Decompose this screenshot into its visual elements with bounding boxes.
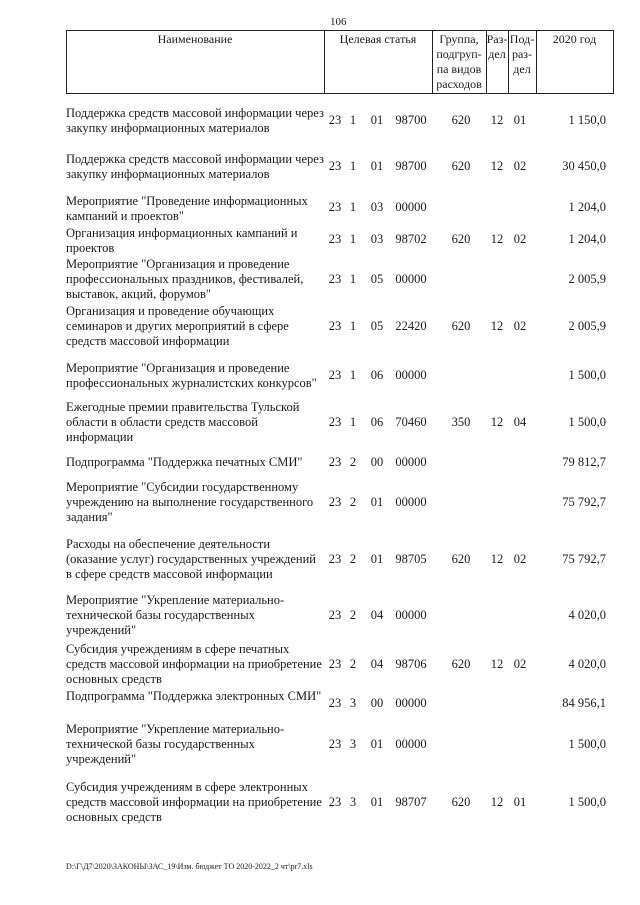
row-name: Субсидия учреждениям в сфере печатных средств массовой информации на приобретение основных средств — [66, 642, 322, 686]
header-target-article: Целевая статья — [339, 32, 417, 46]
row-direction: 00000 — [395, 608, 427, 622]
row-subprogram: 3 — [349, 696, 357, 710]
row-group: 620 — [451, 159, 471, 173]
row-section: 12 — [490, 232, 504, 246]
row-subprogram: 3 — [349, 737, 357, 751]
row-name: Мероприятие "Субсидии государственному учреждению на выполнение государственного задания" — [66, 480, 314, 524]
row-main-event: 06 — [370, 415, 384, 429]
header-top-border — [66, 30, 614, 31]
table-row — [66, 152, 614, 182]
table-row — [66, 689, 614, 719]
row-program: 23 — [328, 200, 342, 214]
table-row — [66, 722, 614, 767]
table-row — [66, 361, 614, 391]
row-subsection: 02 — [513, 159, 527, 173]
row-name: Мероприятие "Организация и проведение профессиональных журналистских конкурсов" — [66, 361, 317, 390]
row-subprogram: 1 — [349, 272, 357, 286]
row-group: 620 — [451, 319, 471, 333]
table-row — [66, 226, 614, 256]
row-section: 12 — [490, 415, 504, 429]
row-subprogram: 3 — [349, 795, 357, 809]
row-program: 23 — [328, 113, 342, 127]
row-name: Организация и проведение обучающих семинаров и других мероприятий в сфере средств массовой информации — [66, 304, 289, 348]
table-row — [66, 257, 614, 302]
row-name: Субсидия учреждениям в сфере электронных средств массовой информации на приобретение основных средств — [66, 780, 322, 824]
row-main-event: 05 — [370, 319, 384, 333]
row-program: 23 — [328, 159, 342, 173]
row-main-event: 01 — [370, 737, 384, 751]
row-subprogram: 1 — [349, 368, 357, 382]
table-row — [66, 106, 614, 136]
row-program: 23 — [328, 319, 342, 333]
footer-file-path: D:\Г\Д7\2020\ЗАКОНЫ\ЗАС_19\Изм. бюджет ТО 2020-2022_2 чт\pr7.xls — [66, 862, 313, 871]
row-amount: 1 204,0 — [568, 200, 606, 214]
row-amount: 2 005,9 — [568, 272, 606, 286]
row-direction: 22420 — [395, 319, 427, 333]
row-program: 23 — [328, 795, 342, 809]
row-name: Подпрограмма "Поддержка печатных СМИ" — [66, 455, 303, 469]
row-amount: 1 500,0 — [568, 415, 606, 429]
row-direction: 98706 — [395, 657, 427, 671]
row-name: Расходы на обеспечение деятельности (оказание услуг) государственных учреждений в сфере средств массовой информации — [66, 537, 316, 581]
row-subsection: 02 — [513, 319, 527, 333]
row-main-event: 04 — [370, 657, 384, 671]
row-main-event: 01 — [370, 795, 384, 809]
row-section: 12 — [490, 552, 504, 566]
row-section: 12 — [490, 657, 504, 671]
row-group: 350 — [451, 415, 471, 429]
row-direction: 98707 — [395, 795, 427, 809]
row-name: Подпрограмма "Поддержка электронных СМИ" — [66, 689, 322, 703]
row-main-event: 05 — [370, 272, 384, 286]
row-name: Мероприятие "Укрепление материально-технической базы государственных учреждений" — [66, 722, 285, 766]
row-direction: 98700 — [395, 113, 427, 127]
row-program: 23 — [328, 368, 342, 382]
row-direction: 00000 — [395, 696, 427, 710]
table-row — [66, 194, 614, 224]
row-program: 23 — [328, 657, 342, 671]
row-name: Поддержка средств массовой информации через закупку информационных материалов — [66, 106, 324, 135]
row-amount: 1 500,0 — [568, 737, 606, 751]
row-amount: 79 812,7 — [562, 455, 606, 469]
row-program: 23 — [328, 232, 342, 246]
row-subprogram: 1 — [349, 415, 357, 429]
row-amount: 84 956,1 — [562, 696, 606, 710]
row-subprogram: 1 — [349, 159, 357, 173]
row-group: 620 — [451, 552, 471, 566]
row-direction: 98705 — [395, 552, 427, 566]
row-main-event: 01 — [370, 159, 384, 173]
row-amount: 4 020,0 — [568, 608, 606, 622]
row-program: 23 — [328, 608, 342, 622]
table-row — [66, 537, 614, 582]
row-name: Мероприятие "Укрепление материально-технической базы государственных учреждений" — [66, 593, 285, 637]
row-subprogram: 2 — [349, 455, 357, 469]
row-subsection: 04 — [513, 415, 527, 429]
row-main-event: 06 — [370, 368, 384, 382]
row-subprogram: 1 — [349, 319, 357, 333]
table-row — [66, 400, 614, 445]
row-group: 620 — [451, 657, 471, 671]
header-right-border — [613, 30, 614, 94]
row-name: Мероприятие "Проведение информационных кампаний и проектов" — [66, 194, 308, 223]
row-main-event: 00 — [370, 696, 384, 710]
row-main-event: 01 — [370, 495, 384, 509]
row-subprogram: 2 — [349, 657, 357, 671]
row-name: Организация информационных кампаний и проектов — [66, 226, 298, 255]
row-direction: 00000 — [395, 495, 427, 509]
row-amount: 1 150,0 — [568, 113, 606, 127]
table-row — [66, 593, 614, 638]
row-subsection: 02 — [513, 552, 527, 566]
row-program: 23 — [328, 455, 342, 469]
row-name: Мероприятие "Организация и проведение профессиональных праздников, фестивалей, выставок, акций, форумов" — [66, 257, 304, 301]
row-direction: 00000 — [395, 200, 427, 214]
row-direction: 98702 — [395, 232, 427, 246]
row-amount: 1 500,0 — [568, 795, 606, 809]
row-subprogram: 1 — [349, 113, 357, 127]
table-row — [66, 455, 614, 470]
table-row — [66, 304, 614, 349]
row-amount: 75 792,7 — [562, 495, 606, 509]
row-subsection: 01 — [513, 795, 527, 809]
row-direction: 98700 — [395, 159, 427, 173]
row-amount: 4 020,0 — [568, 657, 606, 671]
row-direction: 00000 — [395, 737, 427, 751]
row-name: Ежегодные премии правительства Тульской области в области средств массовой информации — [66, 400, 300, 444]
row-program: 23 — [328, 696, 342, 710]
row-name: Поддержка средств массовой информации через закупку информационных материалов — [66, 152, 324, 181]
row-group: 620 — [451, 113, 471, 127]
row-group: 620 — [451, 795, 471, 809]
row-main-event: 00 — [370, 455, 384, 469]
header-year: 2020 год — [552, 32, 597, 46]
row-subsection: 02 — [513, 232, 527, 246]
table-header — [66, 30, 614, 94]
row-amount: 2 005,9 — [568, 319, 606, 333]
row-main-event: 01 — [370, 552, 384, 566]
header-name: Наименование — [157, 32, 233, 46]
row-subprogram: 2 — [349, 608, 357, 622]
row-main-event: 03 — [370, 232, 384, 246]
row-subprogram: 2 — [349, 495, 357, 509]
row-subsection: 01 — [513, 113, 527, 127]
row-subprogram: 2 — [349, 552, 357, 566]
row-main-event: 01 — [370, 113, 384, 127]
header-subsection: Под- раз- дел — [509, 32, 535, 76]
row-main-event: 03 — [370, 200, 384, 214]
row-section: 12 — [490, 159, 504, 173]
row-program: 23 — [328, 737, 342, 751]
table-row — [66, 480, 614, 525]
row-amount: 30 450,0 — [562, 159, 606, 173]
row-subsection: 02 — [513, 657, 527, 671]
row-section: 12 — [490, 795, 504, 809]
row-section: 12 — [490, 113, 504, 127]
row-program: 23 — [328, 552, 342, 566]
row-direction: 00000 — [395, 455, 427, 469]
row-amount: 1 500,0 — [568, 368, 606, 382]
header-section: Раз- дел — [486, 32, 508, 61]
table-row — [66, 780, 614, 825]
row-subprogram: 1 — [349, 200, 357, 214]
row-amount: 1 204,0 — [568, 232, 606, 246]
row-program: 23 — [328, 272, 342, 286]
header-bottom-border — [66, 93, 614, 94]
row-direction: 70460 — [395, 415, 427, 429]
page-number: 106 — [330, 16, 347, 28]
row-section: 12 — [490, 319, 504, 333]
row-program: 23 — [328, 495, 342, 509]
row-program: 23 — [328, 415, 342, 429]
row-main-event: 04 — [370, 608, 384, 622]
table-row — [66, 642, 614, 687]
row-subprogram: 1 — [349, 232, 357, 246]
row-group: 620 — [451, 232, 471, 246]
row-direction: 00000 — [395, 368, 427, 382]
row-amount: 75 792,7 — [562, 552, 606, 566]
header-group: Группа, подгруп- па видов расходов — [436, 32, 482, 91]
row-direction: 00000 — [395, 272, 427, 286]
